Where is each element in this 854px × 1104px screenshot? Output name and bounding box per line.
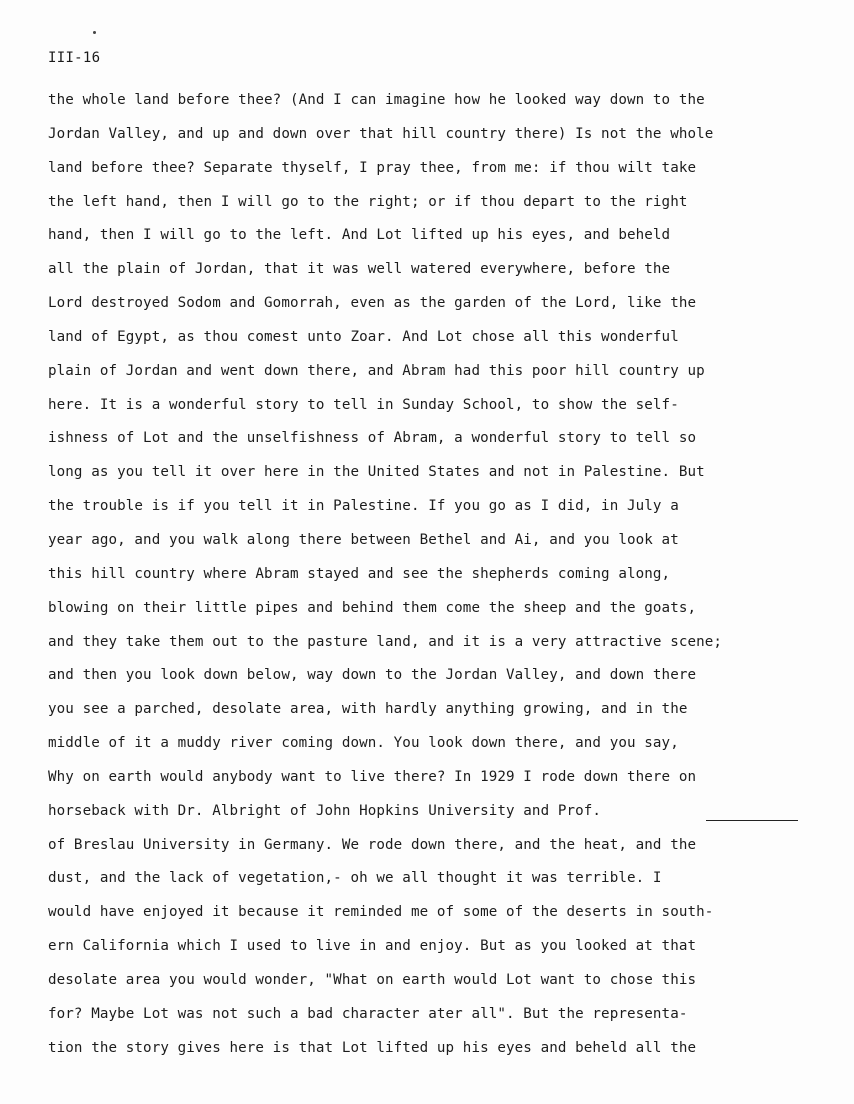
body-text — [48, 84, 848, 1065]
text-line: and they take them out to the pasture land, and it is a very attractive scene; — [48, 633, 723, 650]
text-line: and then you look down below, way down to the Jordan Valley, and down there — [48, 667, 697, 684]
text-line: dust, and the lack of vegetation,- oh we all thought it was terrible. I — [48, 870, 662, 887]
text-line: all the plain of Jordan, that it was well watered everywhere, before the — [48, 261, 671, 278]
text-line: you see a parched, desolate area, with hardly anything growing, and in the — [48, 701, 688, 718]
text-line: ishness of Lot and the unselfishness of Abram, a wonderful story to tell so — [48, 430, 697, 447]
ink-speck — [93, 31, 96, 34]
text-line: Jordan Valley, and up and down over that hill country there) Is not the whole — [48, 125, 714, 142]
text-line: would have enjoyed it because it reminded me of some of the deserts in south- — [48, 904, 714, 921]
text-line: year ago, and you walk along there between Bethel and Ai, and you look at — [48, 531, 679, 548]
text-line: horseback with Dr. Albright of John Hopkins University and Prof. — [48, 802, 602, 819]
text-line: the whole land before thee? (And I can imagine how he looked way down to the — [48, 92, 705, 108]
text-line: tion the story gives here is that Lot lifted up his eyes and beheld all the — [48, 1039, 697, 1056]
text-line: here. It is a wonderful story to tell in Sunday School, to show the self- — [48, 396, 679, 413]
text-line: the left hand, then I will go to the right; or if thou depart to the right — [48, 193, 688, 210]
text-line: ern California which I used to live in and enjoy. But as you looked at that — [48, 938, 697, 955]
text-line: middle of it a muddy river coming down. You look down there, and you say, — [48, 735, 679, 752]
text-line: long as you tell it over here in the United States and not in Palestine. But — [48, 464, 705, 481]
text-line: land before thee? Separate thyself, I pray thee, from me: if thou wilt take — [48, 159, 697, 176]
text-line: for? Maybe Lot was not such a bad character ater all". But the representa- — [48, 1005, 688, 1022]
text-line: this hill country where Abram stayed and see the shepherds coming along, — [48, 565, 671, 582]
text-line: Lord destroyed Sodom and Gomorrah, even as the garden of the Lord, like the — [48, 295, 697, 312]
text-line: Why on earth would anybody want to live there? In 1929 I rode down there on — [48, 768, 697, 785]
text-line: plain of Jordan and went down there, and Abram had this poor hill country up — [48, 362, 705, 379]
text-line: desolate area you would wonder, "What on earth would Lot want to chose this — [48, 971, 697, 988]
name-blank-line — [706, 820, 798, 821]
text-line: hand, then I will go to the left. And Lot lifted up his eyes, and beheld — [48, 227, 671, 244]
page-number: III-16 — [48, 50, 101, 66]
text-line: of Breslau University in Germany. We rode down there, and the heat, and the — [48, 836, 697, 853]
text-line: land of Egypt, as thou comest unto Zoar. And Lot chose all this wonderful — [48, 328, 679, 345]
text-line: the trouble is if you tell it in Palestine. If you go as I did, in July a — [48, 498, 679, 515]
text-line: blowing on their little pipes and behind them come the sheep and the goats, — [48, 599, 697, 616]
